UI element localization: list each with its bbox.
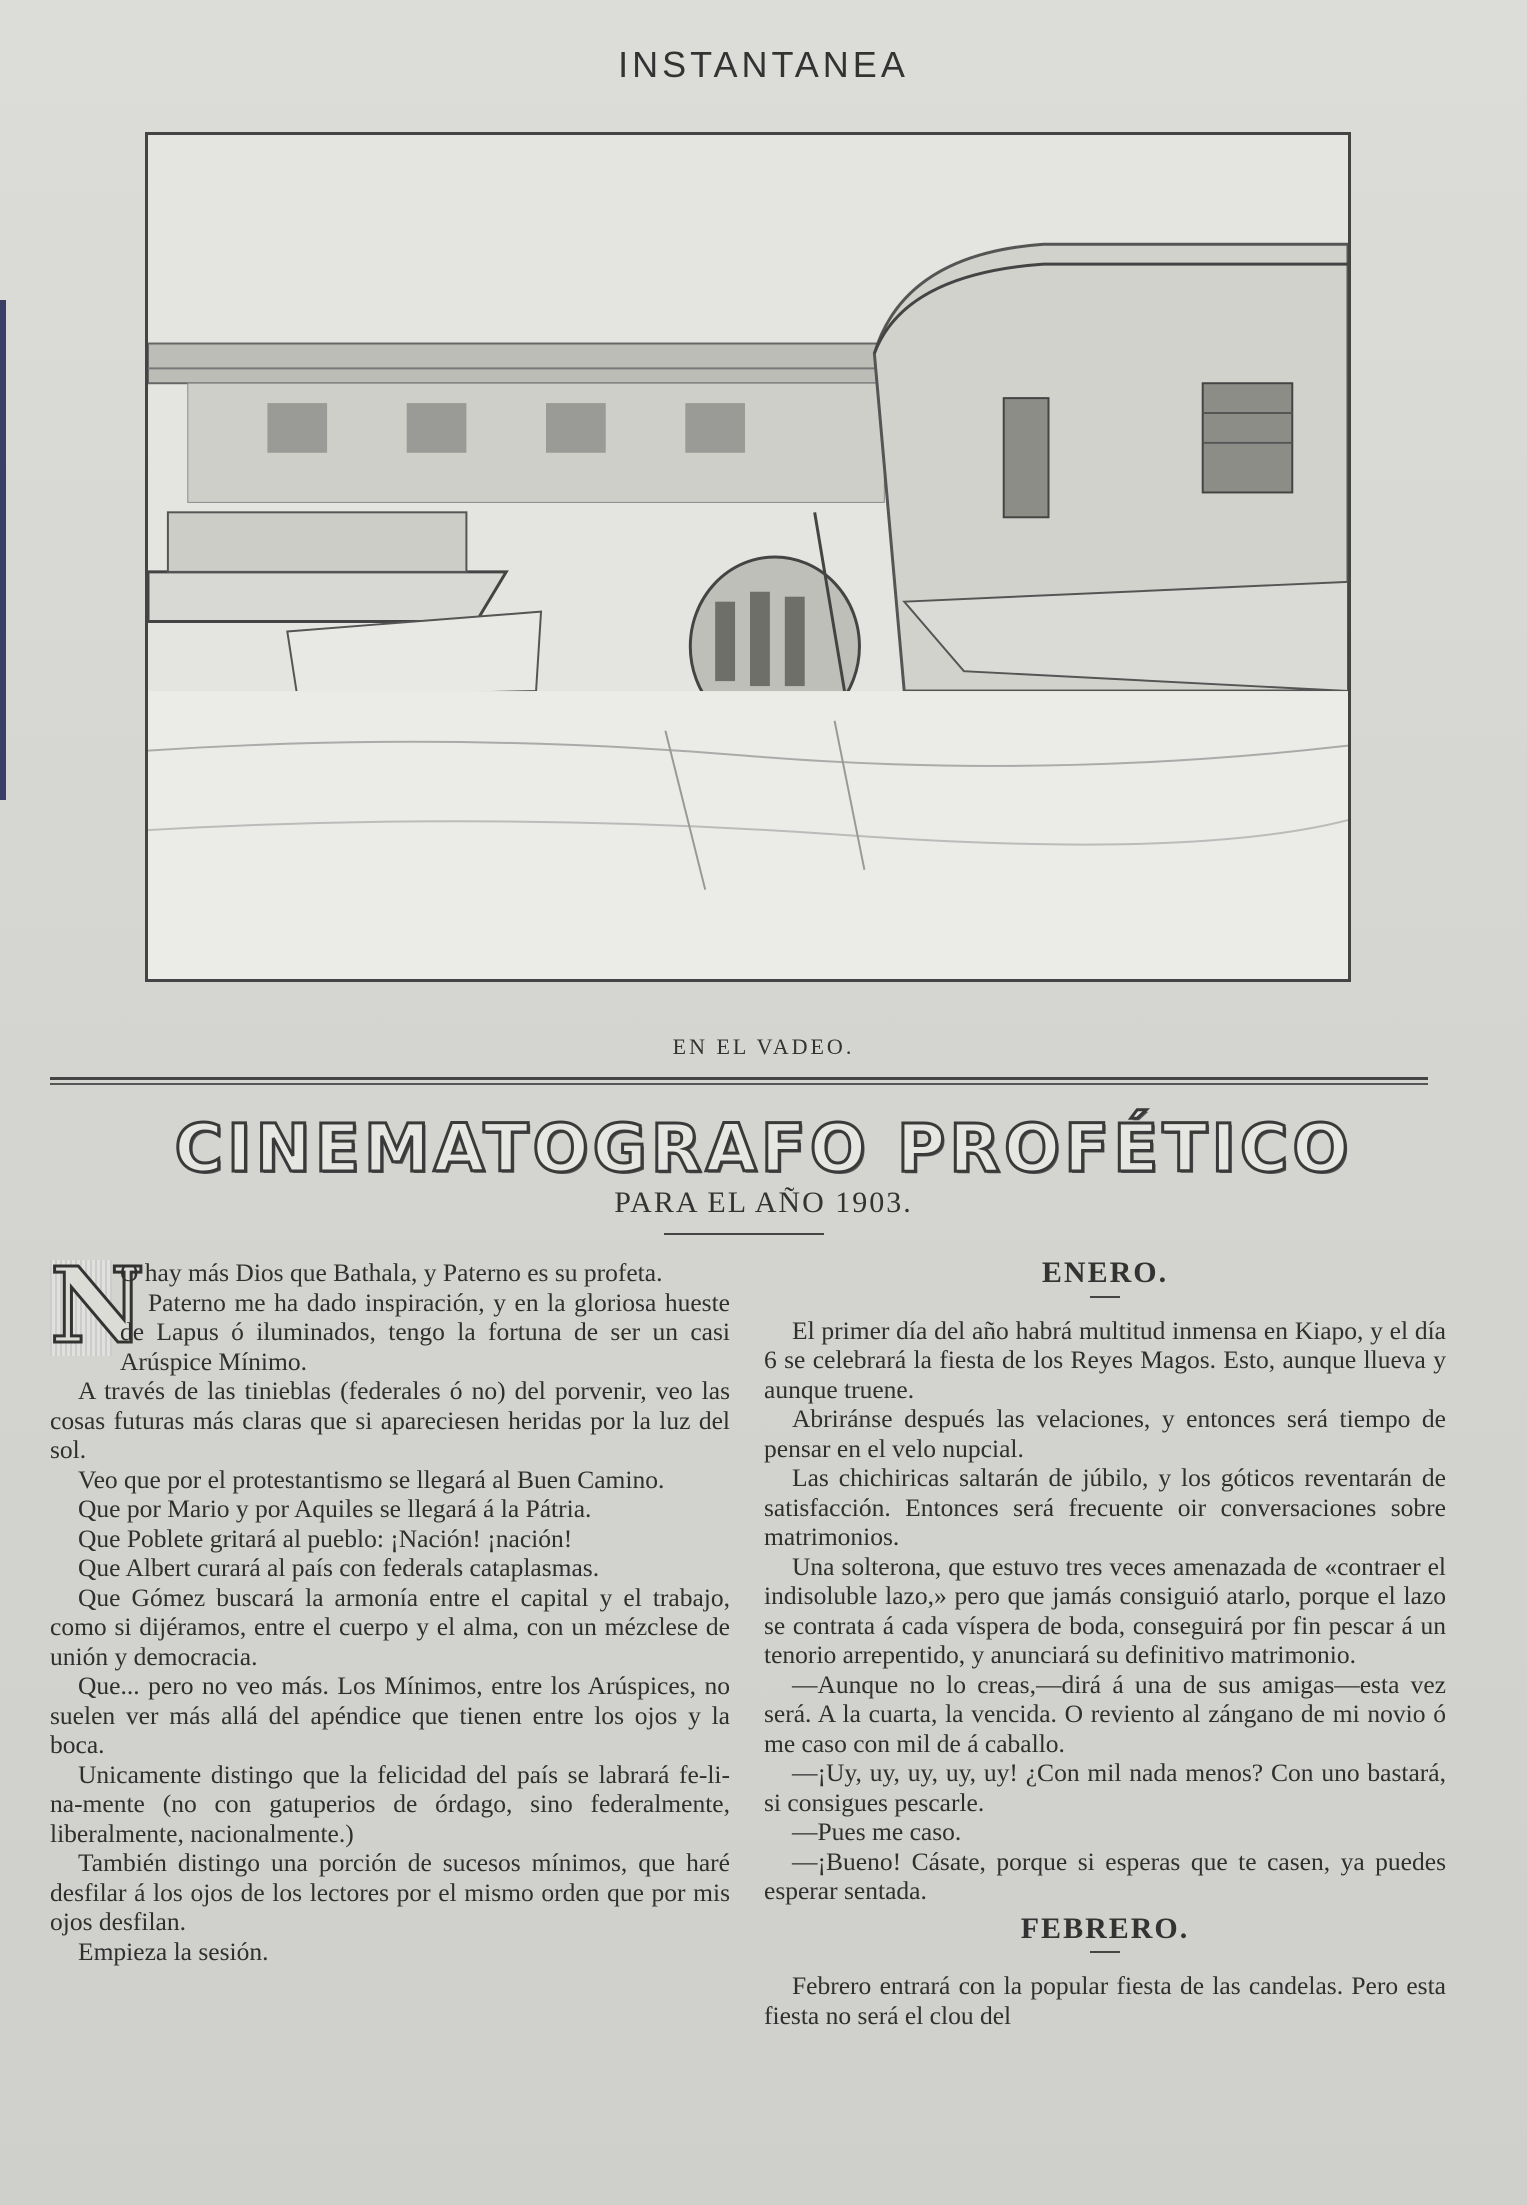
paragraph: —Pues me caso. [792, 1817, 962, 1846]
subtitle-rule [664, 1233, 824, 1235]
page-edge-mark [0, 300, 6, 800]
paragraph: Que... pero no veo más. Los Mínimos, entre los Arúspices, no suelen ver más allá del apéndice que tienen entre los ojos y la boca. [50, 1671, 730, 1759]
paragraph: Que Poblete gritará al pueblo: ¡Nación! ¡nación! [78, 1523, 573, 1553]
paragraph: Veo que por el protestantismo se llegará al Buen Camino. [78, 1464, 665, 1494]
month-dash [1090, 1951, 1120, 1953]
article-subtitle: PARA EL AÑO 1903. [614, 1186, 913, 1219]
paragraph: O hay más Dios que Bathala, y Paterno es su profeta. [120, 1258, 663, 1287]
page-header-title: INSTANTANEA [618, 44, 909, 85]
paragraph: Abriránse después las velaciones, y entonces será tiempo de pensar en el velo nupcial. [764, 1404, 1446, 1463]
section-divider [50, 1077, 1428, 1085]
paragraph: Una solterona, que estuvo tres veces amenazada de «contraer el indisoluble lazo,» pero que jamás consiguió atarlo, porque el lazo se contrata á cada víspera de boda, conseguirá por fin pescar á un tenorio arrepentido, y anunciará su definitivo matrimonio. [764, 1551, 1446, 1669]
paragraph: Febrero entrará con la popular fiesta de las candelas. Pero esta fiesta no será el clou del [764, 1971, 1446, 2030]
harbor-photograph [145, 132, 1351, 982]
paragraph: También distingo una porción de sucesos mínimos, que haré desfilar á los ojos de los lectores por el mismo orden que por mis ojos desfilan. [50, 1848, 730, 1936]
month-heading-febrero: FEBRERO. [1020, 1911, 1190, 1945]
paragraph: Que Gómez buscará la armonía entre el capital y el trabajo, como si dijéramos, entre el cuerpo y el alma, con un mézclese de unión y democracia. [50, 1582, 730, 1671]
drop-cap: N [50, 1244, 146, 1367]
paragraph: Unicamente distingo que la felicidad del país se labrará fe-li-na-mente (no con gatuperios de órdago, sino federalmente, liberalmente, nacionalmente.) [50, 1759, 730, 1848]
article-title: CINEMATOGRAFO PROFÉTICO [174, 1110, 1353, 1187]
paragraph: Las chichiricas saltarán de júbilo, y los góticos reventarán de satisfacción. Entonces será frecuente oir conversaciones sobre matrimonios. [764, 1463, 1446, 1551]
paragraph: Que Albert curará al país con federals cataplasmas. [78, 1553, 600, 1582]
paragraph: Paterno me ha dado inspiración, y en la gloriosa hueste de Lapus ó iluminados, tengo la fortuna de ser un casi Arúspice Mínimo. [120, 1287, 730, 1376]
paragraph: —Aunque no lo creas,—dirá á una de sus amigas—esta vez será. A la cuarta, la vencida. O reviento al zángano de mi novio ó me caso con mil de á caballo. [764, 1669, 1446, 1758]
photo-caption: EN EL VADEO. [672, 1034, 855, 1059]
article-right-column [764, 1258, 1446, 2030]
harbor-photo-illustration [148, 135, 1348, 979]
month-dash [1090, 1296, 1120, 1298]
article-left-column [50, 1244, 730, 1966]
month-heading-enero: ENERO. [1041, 1256, 1169, 1289]
paragraph: Empieza la sesión. [78, 1936, 269, 1966]
paragraph: A través de las tinieblas (federales ó no) del porvenir, veo las cosas futuras más claras que si apareciesen heridas por la luz del sol. [50, 1376, 730, 1464]
paragraph: —¡Bueno! Cásate, porque si esperas que te casen, ya puedes esperar sentada. [764, 1846, 1446, 1905]
paragraph: —¡Uy, uy, uy, uy, uy! ¿Con mil nada menos? Con uno bastará, si consigues pescarle. [764, 1758, 1446, 1817]
paragraph: El primer día del año habrá multitud inmensa en Kiapo, y el día 6 se celebrará la fiesta de los Reyes Magos. Esto, aunque llueva y aunque truene. [764, 1315, 1446, 1404]
paragraph: Que por Mario y por Aquiles se llegará á la Pátria. [78, 1494, 592, 1523]
